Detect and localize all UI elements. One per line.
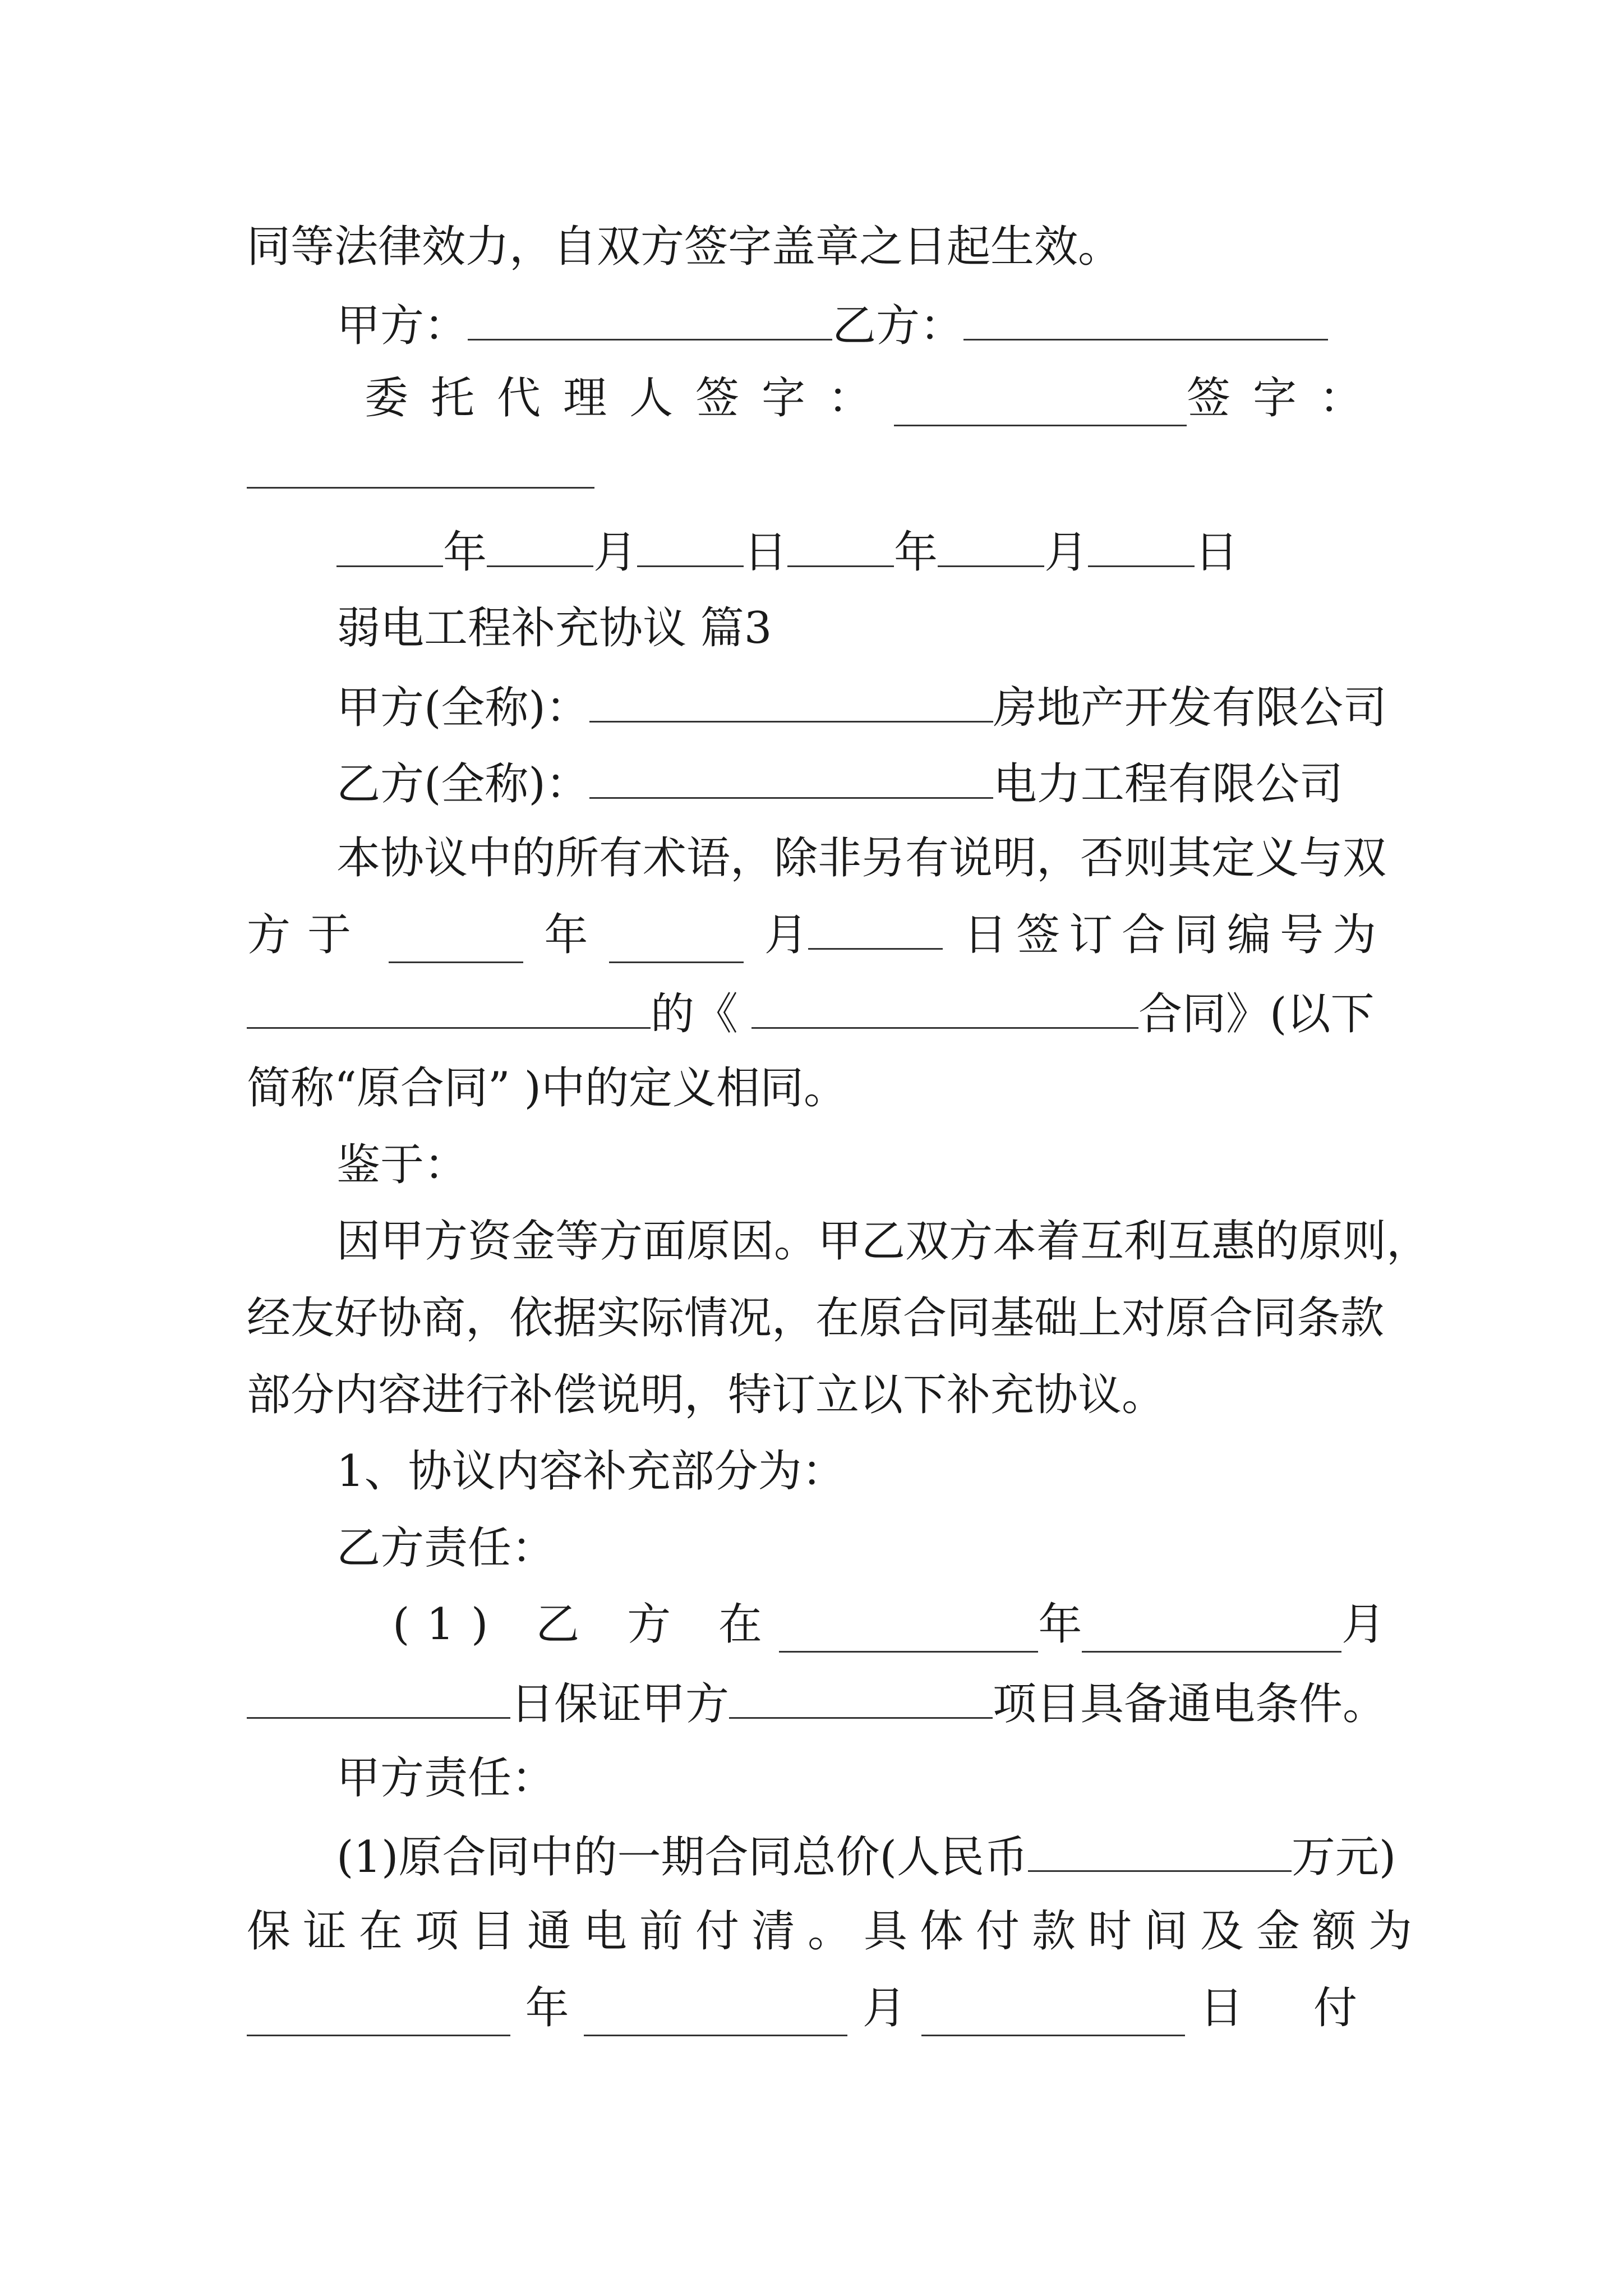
party-b-full-label: 乙方(全称)： xyxy=(336,759,589,809)
month-blank[interactable] xyxy=(609,918,744,963)
text-fragment: (1) 乙 方 在 xyxy=(393,1599,779,1650)
year-blank[interactable] xyxy=(389,918,523,963)
amount-blank[interactable] xyxy=(1028,1826,1292,1872)
month-label: 月 xyxy=(593,527,638,578)
date-line xyxy=(336,522,1385,578)
party-b-label: 乙方： xyxy=(832,301,964,351)
contract-name-blank[interactable] xyxy=(751,983,1138,1029)
party-a-name-blank[interactable] xyxy=(589,677,993,723)
month-label: 月 xyxy=(1341,1599,1385,1650)
year-blank-2[interactable] xyxy=(787,522,894,567)
year-label-2: 年 xyxy=(894,527,938,578)
clause-a1-line xyxy=(336,1826,1396,1883)
text-fragment: 项目具备通电条件。 xyxy=(993,1679,1387,1729)
day-label: 日 xyxy=(744,527,788,578)
sign-blank-line xyxy=(247,443,1385,499)
month-blank[interactable] xyxy=(487,522,593,567)
month-blank-2[interactable] xyxy=(938,522,1044,567)
sign-label: 签字： xyxy=(1186,373,1385,424)
clause-b1-line xyxy=(393,1596,1385,1653)
day-blank-2[interactable] xyxy=(1088,522,1195,567)
text-fragment: (1)原合同中的一期合同总价(人民币 xyxy=(336,1832,1028,1883)
day-blank[interactable] xyxy=(247,1673,510,1719)
day-label-2: 日 xyxy=(1195,527,1239,578)
party-b-blank[interactable] xyxy=(963,295,1328,341)
text-fragment: 方于 xyxy=(247,910,368,960)
party-b-name-blank[interactable] xyxy=(589,753,993,799)
text-line-contract xyxy=(247,983,1385,1039)
year-blank[interactable] xyxy=(247,1991,510,2036)
whereas-label: 鉴于： xyxy=(336,1140,468,1190)
section-heading: 弱电工程补充协议 篇3 xyxy=(336,603,772,654)
year-label: 年 xyxy=(544,910,588,960)
signature-line-parties xyxy=(336,295,1385,351)
text-fragment: 日签订合同编号为 xyxy=(963,910,1385,960)
party-a-responsibility: 甲方责任： xyxy=(336,1753,556,1803)
party-a-label: 甲方： xyxy=(336,301,468,351)
text-line: 同等法律效力，自双方签字盖章之日起生效。 xyxy=(247,222,1122,272)
text-fragment: 合同》(以下 xyxy=(1138,989,1375,1039)
month-label-2: 月 xyxy=(1044,527,1089,578)
text-line: 1、协议内容补充部分为： xyxy=(336,1446,846,1497)
contract-no-blank[interactable] xyxy=(247,983,651,1029)
year-label: 年 xyxy=(525,1983,569,2033)
text-line: 保证在项目通电前付清。具体付款时间及金额为 xyxy=(247,1906,1425,1957)
party-b-responsibility: 乙方责任： xyxy=(336,1523,556,1573)
month-label: 月 xyxy=(764,910,808,960)
clause-b1-line-2 xyxy=(247,1673,1385,1729)
text-fragment: 万元) xyxy=(1291,1832,1396,1883)
year-blank[interactable] xyxy=(779,1607,1039,1653)
text-fragment: 日 付 xyxy=(1200,1983,1385,2033)
party-a-full-line xyxy=(336,677,1385,733)
month-label: 月 xyxy=(862,1983,906,2033)
signature-line-agent xyxy=(365,370,1385,426)
sign-blank[interactable] xyxy=(247,443,594,489)
party-a-company: 房地产开发有限公司 xyxy=(993,683,1387,733)
text-fragment: 的《 xyxy=(651,989,739,1039)
text-line: 因甲方资金等方面原因。甲乙双方本着互利互惠的原则， xyxy=(336,1216,1431,1267)
text-fragment: 日保证甲方 xyxy=(510,1679,730,1729)
day-blank[interactable] xyxy=(637,522,744,567)
year-label: 年 xyxy=(1038,1599,1082,1650)
payment-date-line xyxy=(247,1980,1385,2036)
day-blank[interactable] xyxy=(808,904,943,950)
text-line-dates xyxy=(247,907,1385,963)
text-line: 简称“原合同” )中的定义相同。 xyxy=(247,1063,847,1114)
year-blank[interactable] xyxy=(336,522,443,567)
text-line: 本协议中的所有术语，除非另有说明，否则其定义与双 xyxy=(336,833,1387,884)
agent-sign-blank[interactable] xyxy=(894,381,1187,426)
month-blank[interactable] xyxy=(1082,1607,1341,1653)
text-line: 部分内容进行补偿说明，特订立以下补充协议。 xyxy=(247,1370,1166,1420)
party-b-company: 电力工程有限公司 xyxy=(993,759,1343,809)
day-blank[interactable] xyxy=(921,1991,1185,2036)
agent-sign-label: 委托代理人签字： xyxy=(365,373,895,424)
text-line: 经友好协商，依据实际情况，在原合同基础上对原合同条款 xyxy=(247,1293,1385,1343)
party-b-full-line xyxy=(336,753,1385,809)
party-a-full-label: 甲方(全称)： xyxy=(336,683,589,733)
project-blank[interactable] xyxy=(729,1673,993,1719)
year-label: 年 xyxy=(443,527,487,578)
party-a-blank[interactable] xyxy=(468,295,832,341)
month-blank[interactable] xyxy=(584,1991,847,2036)
